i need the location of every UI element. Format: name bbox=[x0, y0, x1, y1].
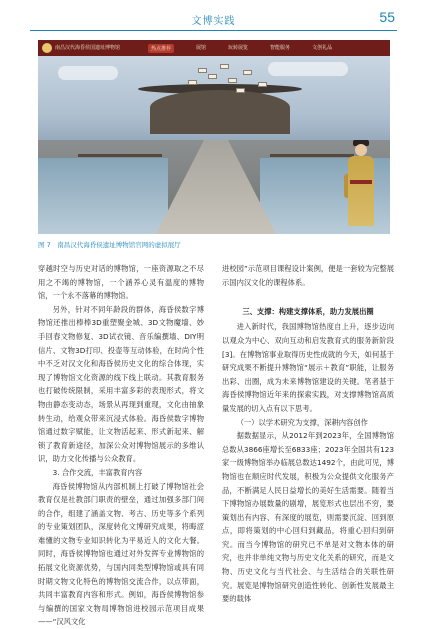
page-header bbox=[0, 0, 427, 34]
subsection-heading: 3. 合作交流，丰富教育内容 bbox=[38, 466, 204, 480]
figure-han-character bbox=[344, 144, 378, 230]
paragraph: 穿越时空与历史对话的博物馆，一座资源取之不尽用之不竭的博物馆，一个涵养心灵有温度的博物馆，一个永不落幕的博物馆。 bbox=[38, 262, 204, 303]
figure-caption: 图 7 南昌汉代海昏侯遗址博物馆官网的虚拟展厅 bbox=[38, 240, 181, 249]
running-title: 文博实践 bbox=[0, 12, 427, 27]
paragraph: 海昏侯博物馆从内部机制上打破了博物馆社会教育仅是社教部门职责的壁垒，通过加强多部门间的合作，组建了涵盖文物、考古、历史等多个系列的专业策划团队，深度转化文博研究成果，将晦涩难懂的文物专业知识转化为平易近人的文化大餐。同时，海昏侯博物馆也通过对外发挥专业博物馆的拓展文化资源优势，与国内同类型博物馆或具有同时期文物文化特色的博物馆交流合作，以点带面，共同丰富教育内容和形式。例如，海昏侯博物馆参与编撰的国家文物局博物馆进校园示范项目成果——“汉风文化 bbox=[38, 480, 204, 629]
page-number: 55 bbox=[379, 9, 395, 25]
figure-menu-item: 玩转展览 bbox=[228, 44, 248, 53]
figure-menu-item: 展馆 bbox=[196, 44, 206, 53]
paragraph: 据数据显示，从2012年到2023年，全国博物馆总数从3866座增长至6833座；2023年全国共有123家一级博物馆举办临展总数达1492个，由此可见，博物馆也在顺应时代发展，积极为公众提供文化服务产品，不断满足人民日益增长的美好生活需要。随着当下博物馆办展数量的剧增，展览形式也层出不穷，要策划出有内容、有深度的展览，则需要沉淀、回到原点，即将策划的中心回归到藏品，将重心回归到研究。而当今博物馆的研究已不单是对文物本体的研究，也并非单纯文物与历史文化关系的研究，而是文物、历史文化与当代社会、与生活结合的关联性研究。展览是博物馆研究创造性转化、创新性发展最主要的载体 bbox=[222, 429, 394, 606]
paragraph: 进校园”示范项目课程设计案例，便是一套较为完整展示国内汉文化的课程体系。 bbox=[222, 262, 394, 289]
figure-menu-item: 热点推荐 bbox=[148, 44, 174, 53]
figure-pool-left bbox=[38, 158, 168, 234]
right-column bbox=[222, 262, 394, 606]
section-heading: 三、支撑：构建支撑体系，助力发展出圈 bbox=[222, 305, 394, 319]
paragraph: 另外，针对不同年龄段的群体，海昏侯数字博物馆还推出棒棒3D重塑聚金城、3D文物魔墙、妙手回春文物修复、3D试衣镜、音乐编撰墙、DIY明信片、文物3D打印、投壶等互动体验，在时尚个性中不乏对汉文化和海昏侯历史文化的综合体现，实现了博物馆文化资源的线下线上联动。其教育服务也打破传统限制，采用丰富多彩的表现形式，将文物由静态变动态，场景从再现到重现，文化由抽象转生动，给观众带来沉浸式体验。海昏侯数字博物馆通过数字赋能，让文物活起来、形式新起来、解锁了教育新途径，加深公众对博物馆展示的多维认识，助力文化传播与公众教育。 bbox=[38, 303, 204, 466]
paragraph: 进入新时代，我国博物馆热度自上升，逐步迈向以观众为中心、双向互动和启发教育式的服务新阶段[3]。在博物馆事业取得历史性成就的今天，如何基于研究成果不断提升博物馆“展示＋教育”职能，让服务出彩、出圈，成为未来博物馆建设的关键。笔者基于海昏侯博物馆近年来的探索实践，对支撑博物馆高质量发展的切入点有以下思考。 bbox=[222, 320, 394, 415]
figure-site-navbar bbox=[38, 40, 390, 56]
figure-site-menu bbox=[148, 44, 332, 53]
museum-logo-icon bbox=[42, 43, 52, 53]
left-column bbox=[38, 262, 204, 629]
figure-menu-item: 文创礼品 bbox=[312, 44, 332, 53]
virtual-hall-figure bbox=[38, 40, 390, 234]
figure-site-name: 南昌汉代海昏侯国遗址博物馆 bbox=[55, 44, 120, 51]
figure-menu-item: 智能服务 bbox=[270, 44, 290, 53]
figure-hall bbox=[150, 90, 290, 134]
subsection-heading: （一）以学术研究为支撑，深耕内容创作 bbox=[222, 416, 394, 430]
header-rule bbox=[30, 30, 397, 31]
